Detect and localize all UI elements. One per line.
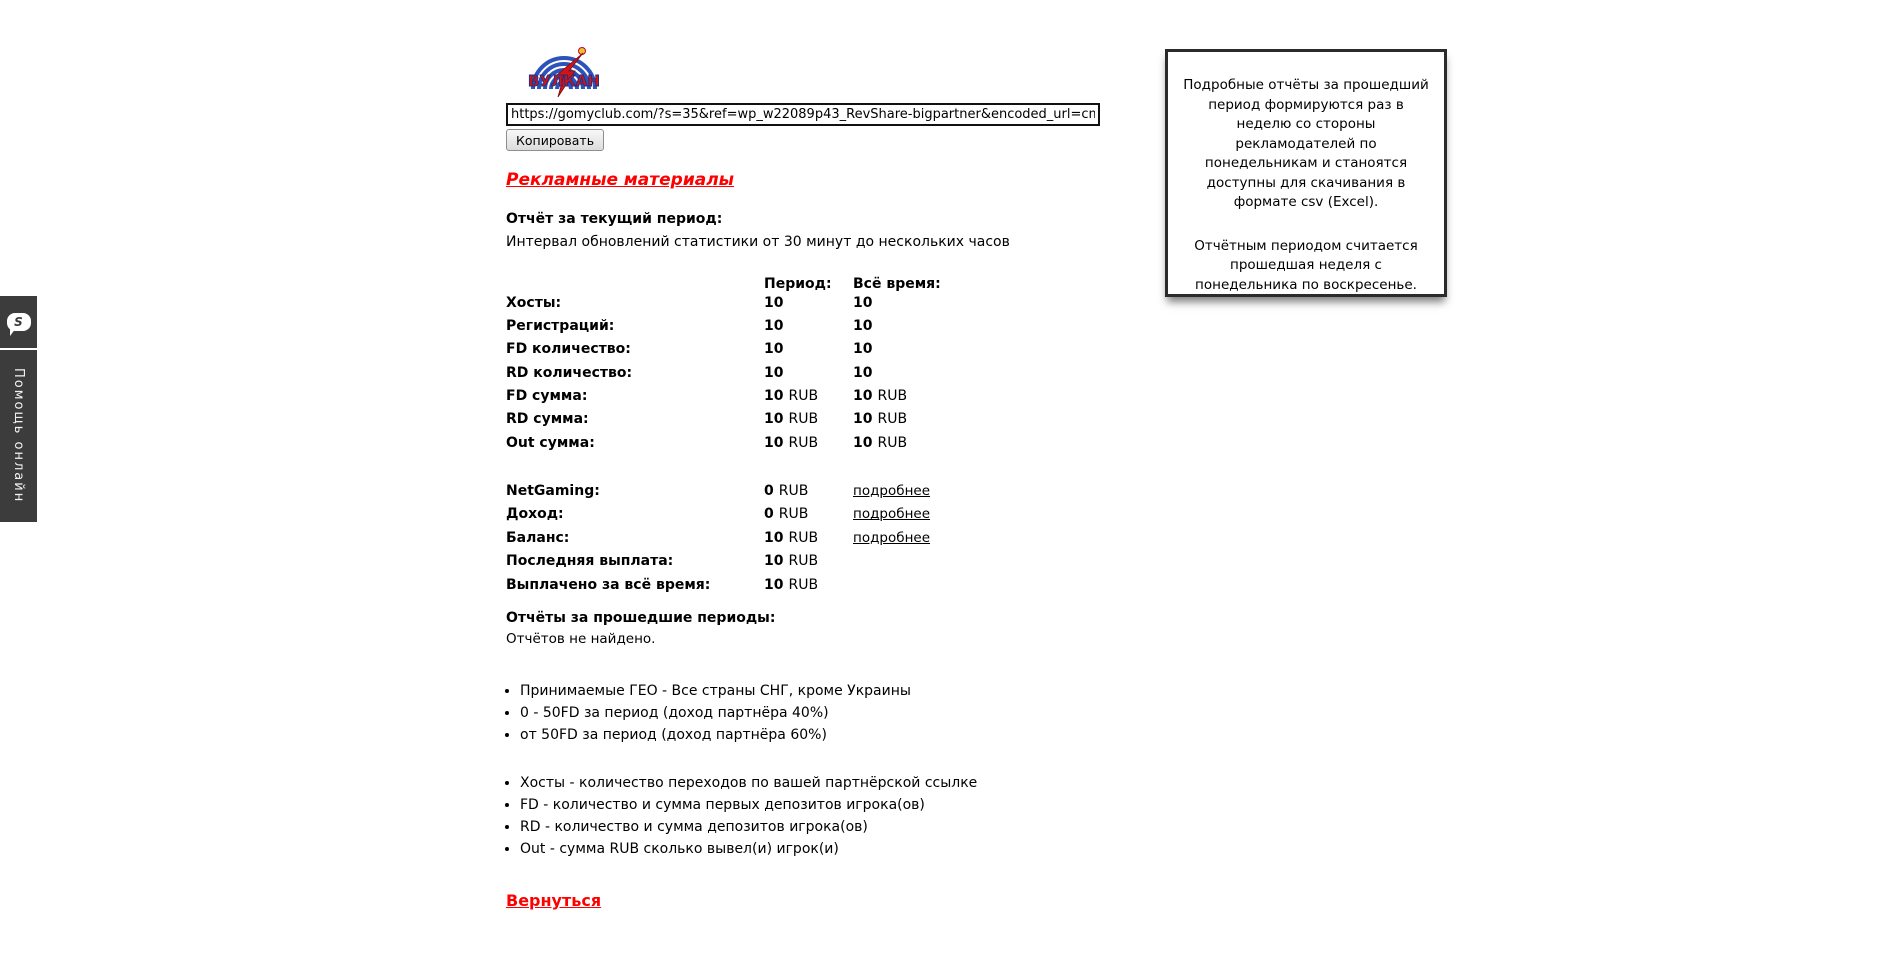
list-item: • от 50FD за период (доход партнёра 60%) [520, 724, 1142, 746]
past-reports-empty: Отчётов не найдено. [506, 631, 656, 647]
table-row: Регистраций: 10 10 [506, 317, 873, 334]
row-label: RD количество: [506, 364, 633, 381]
help-online-tab[interactable] [0, 350, 37, 522]
glossary-list [502, 772, 1142, 860]
current-period-title: Отчёт за текущий период: [506, 211, 723, 227]
table-row: Out сумма: 10 RUB 10 RUB [506, 434, 908, 451]
table-row: Выплачено за всё время: 10 RUB [506, 576, 819, 593]
row-label: FD количество: [506, 341, 631, 358]
row-label: Последняя выплата: [506, 553, 674, 570]
details-link[interactable]: подробнее [853, 506, 931, 523]
row-label: NetGaming: [506, 483, 600, 499]
table-row: Доход: 0 RUB подробнее [506, 506, 931, 523]
back-link[interactable]: Вернуться [506, 891, 602, 910]
table-row: RD сумма: 10 RUB 10 RUB [506, 411, 908, 428]
list-item: • 0 - 50FD за период (доход партнёра 40%) [520, 702, 1142, 724]
update-interval-note: Интервал обновлений статистики от 30 минут до нескольких часов [506, 234, 1010, 250]
row-label: Out сумма: [506, 434, 595, 451]
row-label: FD сумма: [506, 388, 588, 405]
past-reports-section [506, 608, 775, 649]
terms-list [502, 680, 1142, 746]
details-link[interactable]: подробнее [853, 529, 931, 546]
col-alltime-header: Всё время: [853, 276, 941, 292]
list-item: • RD - количество и сумма депозитов игрока(ов) [520, 816, 1142, 838]
vulkan-logo [528, 44, 602, 98]
table-row: Баланс: 10 RUB подробнее [506, 529, 931, 546]
row-label: Доход: [506, 506, 564, 523]
past-reports-title: Отчёты за прошедшие периоды: [506, 610, 776, 626]
infobox-paragraph-1: Подробные отчёты за прошедший период формируются раз в неделю со стороны рекламодателей по понедельникам и станоятся доступны для скачивания в формате csv (Excel). [1183, 77, 1429, 210]
help-online-label: Помощь онлайн [11, 368, 26, 504]
stats-header-row [506, 276, 1026, 295]
row-label: Хосты: [506, 294, 562, 311]
list-item: • Out - сумма RUB сколько вывел(и) игрок(и) [520, 838, 1142, 860]
col-period-header: Период: [764, 276, 832, 292]
vulkan-logo-text: ВУЛКАН [528, 72, 600, 90]
details-link[interactable]: подробнее [853, 483, 931, 499]
stats-table [506, 276, 1026, 458]
weekly-reports-infobox [1165, 49, 1447, 297]
chat-bubble-icon: S [7, 313, 31, 331]
table-row: NetGaming: 0 RUB подробнее [506, 483, 931, 499]
totals-table [506, 483, 1026, 600]
row-label: RD сумма: [506, 411, 589, 428]
help-online-widget [0, 296, 37, 522]
list-item: • Хосты - количество переходов по вашей партнёрской ссылке [520, 772, 1142, 794]
list-item: • Принимаемые ГЕО - Все страны СНГ, кроме Украины [520, 680, 1142, 702]
list-item: • FD - количество и сумма первых депозитов игрока(ов) [520, 794, 1142, 816]
chat-widget-button[interactable] [0, 296, 37, 348]
table-row: FD сумма: 10 RUB 10 RUB [506, 388, 908, 405]
referral-url-input[interactable] [506, 103, 1100, 126]
table-row: FD количество: 10 10 [506, 341, 873, 358]
promo-materials-link[interactable]: Рекламные материалы [506, 170, 735, 190]
table-row: Последняя выплата: 10 RUB [506, 553, 819, 570]
infobox-paragraph-2: Отчётным периодом считается прошедшая неделя с понедельника по воскресенье. [1194, 237, 1418, 293]
row-label: Регистраций: [506, 317, 615, 334]
row-label: Выплачено за всё время: [506, 576, 711, 593]
table-row: RD количество: 10 10 [506, 364, 873, 381]
copy-button[interactable]: Копировать [506, 129, 604, 151]
row-label: Баланс: [506, 529, 570, 546]
table-row: Хосты: 10 10 [506, 294, 873, 311]
